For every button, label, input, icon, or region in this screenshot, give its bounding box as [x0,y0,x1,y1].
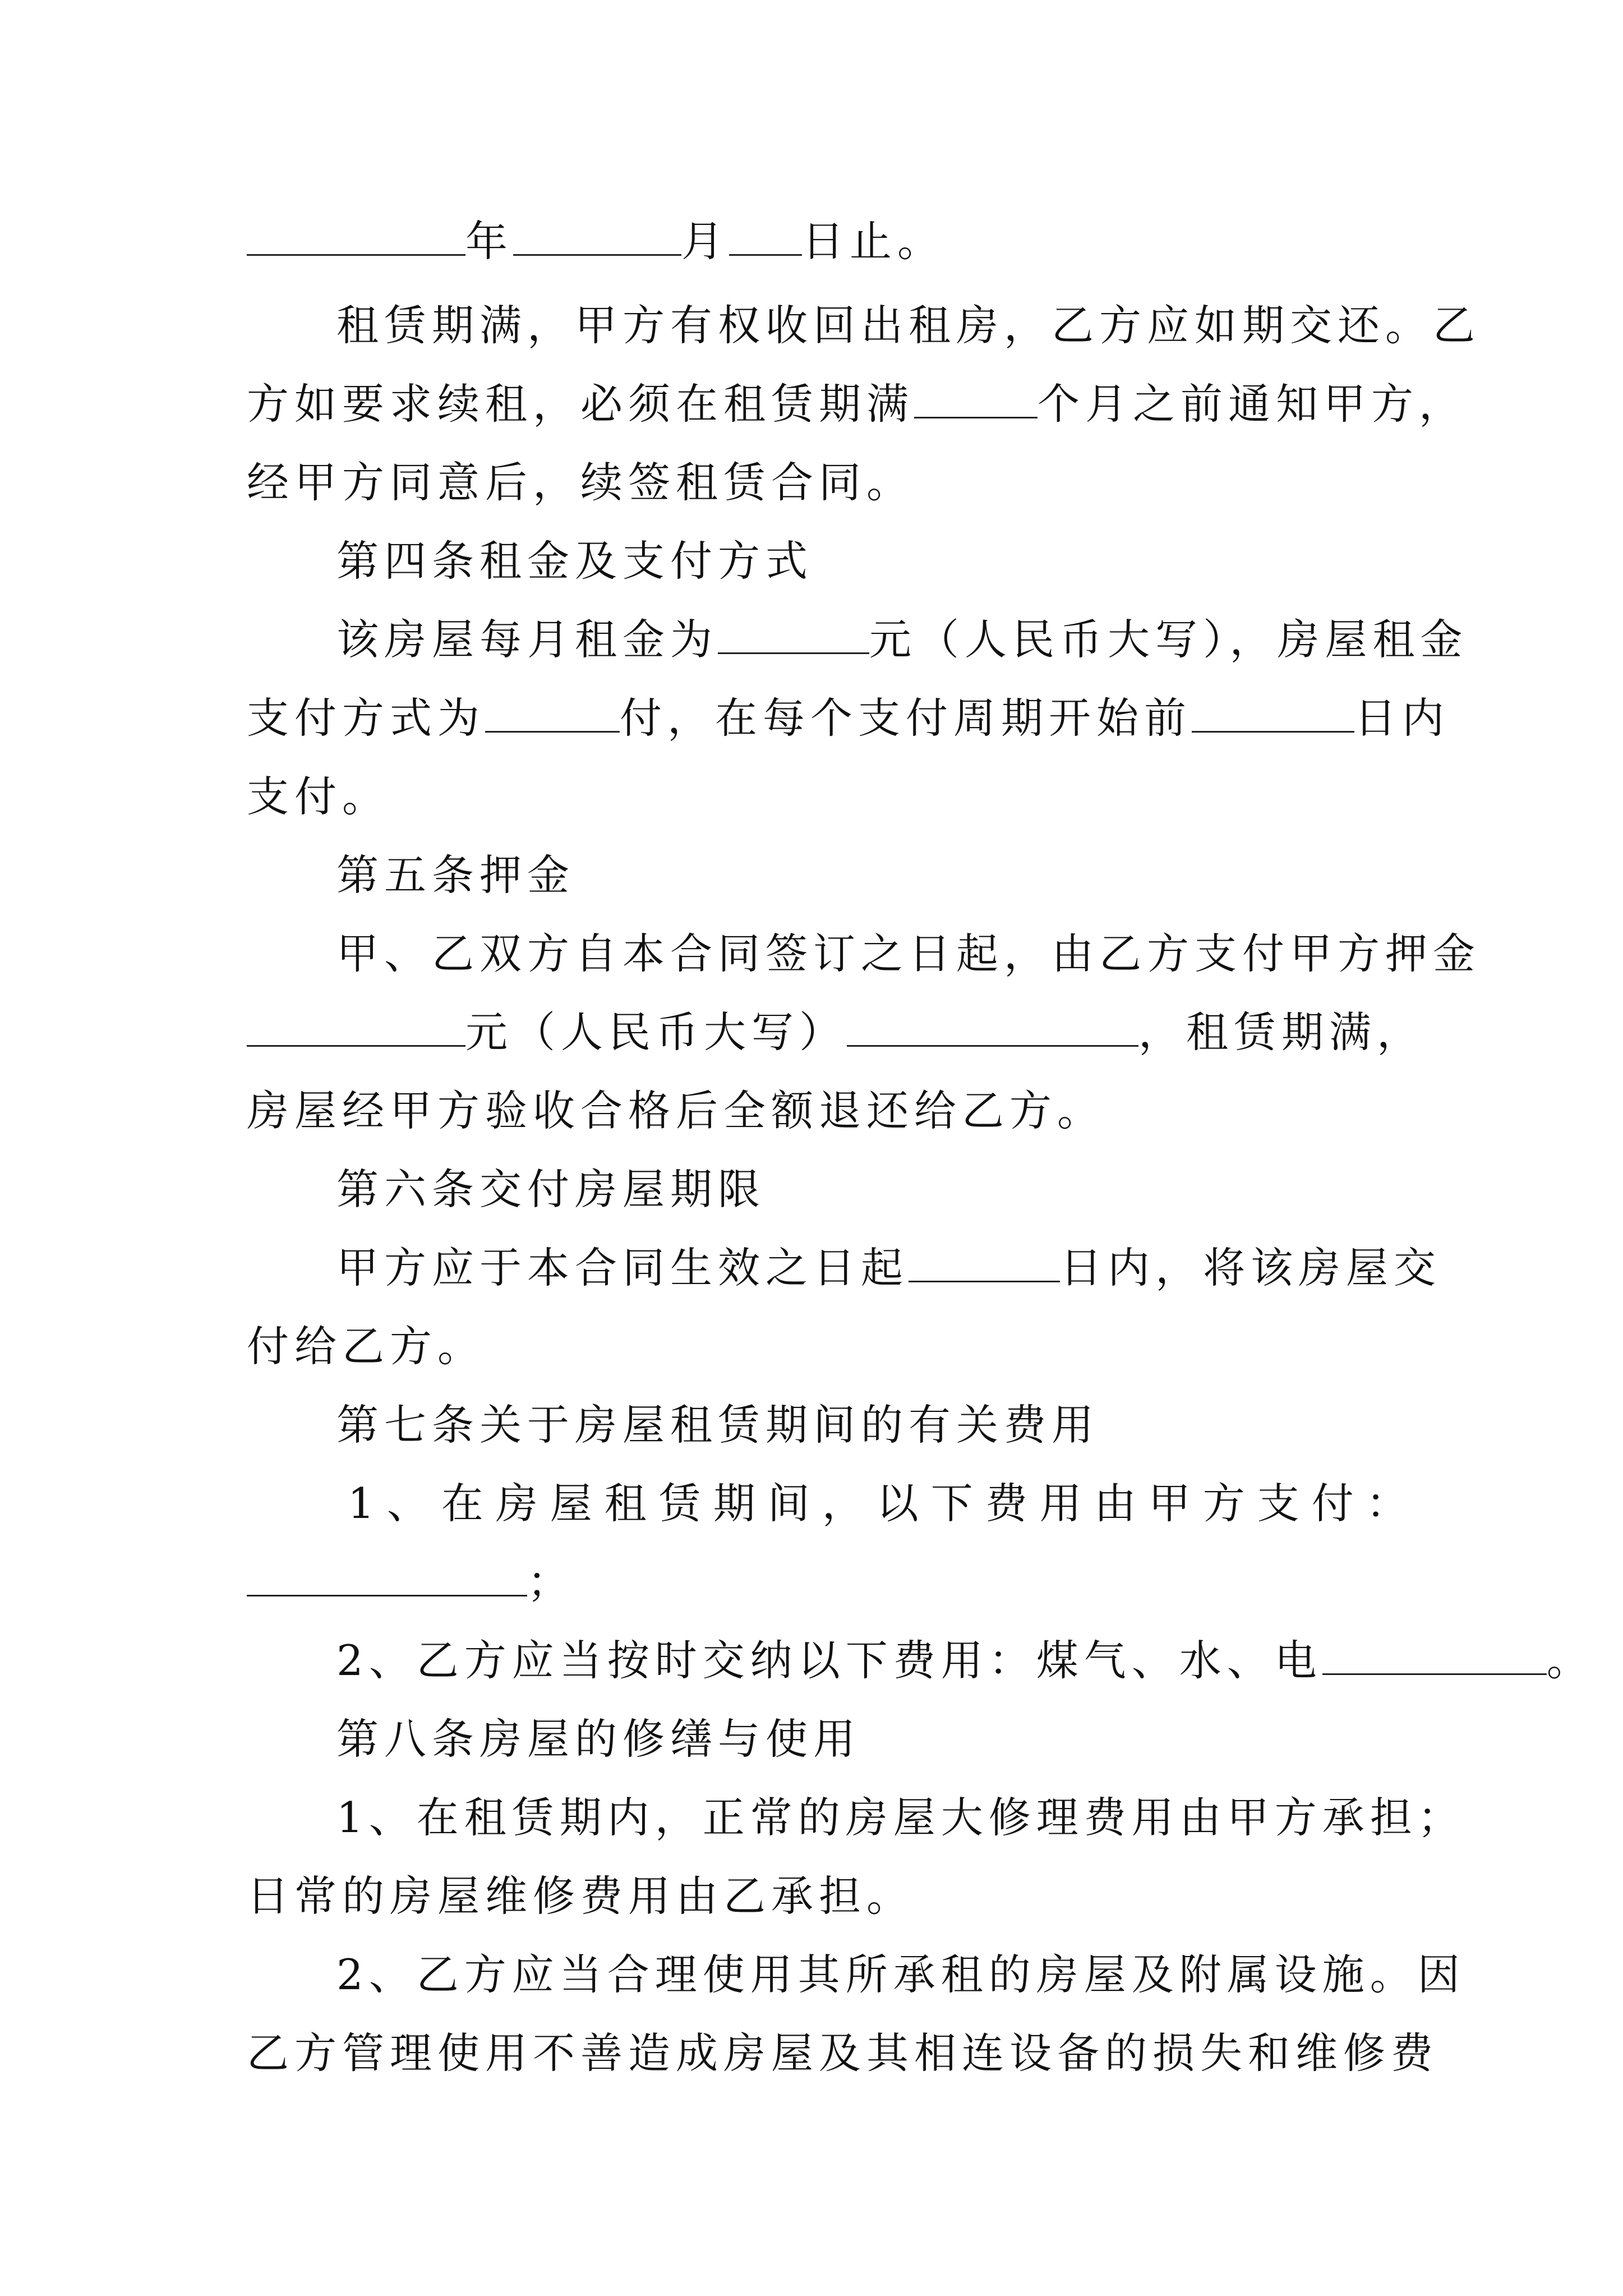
blank-tenant-fees[interactable] [1322,1640,1547,1675]
blank-landlord-fees[interactable] [247,1561,527,1596]
text-line: 乙方管理使用不善造成房屋及其相连设备的损失和维修费 [247,2028,1439,2078]
blank-deposit-amount[interactable] [247,1011,465,1047]
text-line-end-date [247,199,1391,283]
section-heading-rent: 第四条租金及支付方式 [336,536,814,586]
label-year: 年 [465,217,514,266]
text-segment: 元（人民币大写） [465,1007,847,1057]
text-line: 2、乙方应当合理使用其所承租的房屋及附属设施。因 [336,1950,1465,1999]
label-month: 月 [681,217,730,266]
text-segment: 方如要求续租，必须在租赁期满 [247,379,915,429]
text-line: 支付。 [247,772,390,821]
text-line: 1、在房屋租赁期间，以下费用由甲方支付： [348,1479,1421,1528]
text-segment: 2、乙方应当按时交纳以下费用：煤气、水、电 [336,1636,1322,1685]
blank-year[interactable] [247,220,465,256]
text-segment: ； [527,1557,575,1607]
section-heading-fees: 第七条关于房屋租赁期间的有关费用 [336,1400,1100,1450]
text-segment: ，租赁期满， [1138,1007,1425,1057]
text-segment: 支付方式为 [247,693,486,743]
label-day-end: 日止。 [802,217,946,266]
text-segment: 日内，将该房屋交 [1060,1243,1442,1292]
section-heading-deposit: 第五条押金 [336,850,575,900]
blank-delivery-days[interactable] [909,1247,1060,1282]
text-line-renewal-notice [247,362,1467,446]
text-line: 付给乙方。 [247,1322,486,1371]
text-segment: 甲方应于本合同生效之日起 [336,1243,909,1292]
text-segment: 日内 [1354,693,1450,743]
text-segment: 。 [1546,1636,1594,1685]
text-segment: 元（人民币大写），房屋租金 [869,615,1468,664]
blank-day[interactable] [729,220,802,256]
text-line-landlord-fees [247,1540,1391,1624]
blank-monthly-rent[interactable] [718,619,869,654]
section-heading-repair: 第八条房屋的修缮与使用 [336,1714,861,1764]
text-line: 房屋经甲方验收合格后全额退还给乙方。 [247,1086,1105,1135]
text-line-deposit-amount [247,990,1425,1074]
blank-payment-method[interactable] [485,697,620,733]
blank-month[interactable] [513,220,681,256]
text-line-monthly-rent [336,597,1468,682]
text-line: 租赁期满，甲方有权收回出租房，乙方应如期交还。乙 [336,301,1481,350]
text-line: 甲、乙双方自本合同签订之日起，由乙方支付甲方押金 [336,929,1481,978]
section-heading-delivery: 第六条交付房屋期限 [336,1165,766,1214]
text-line-tenant-fees [336,1618,1594,1703]
text-segment: 该房屋每月租金为 [336,615,718,664]
blank-payment-days[interactable] [1192,697,1354,733]
text-line: 日常的房屋维修费用由乙承担。 [247,1871,915,1921]
text-line: 1、在租赁期内，正常的房屋大修理费用由甲方承担； [336,1793,1465,1842]
text-line-payment-method [247,676,1450,760]
text-line: 经甲方同意后，续签租赁合同。 [247,458,915,507]
text-line-delivery-days [336,1226,1442,1310]
text-segment: 付，在每个支付周期开始前 [620,693,1192,743]
blank-notice-months[interactable] [914,383,1038,418]
text-segment: 个月之前通知甲方， [1038,379,1467,429]
blank-deposit-uppercase[interactable] [847,1011,1138,1047]
